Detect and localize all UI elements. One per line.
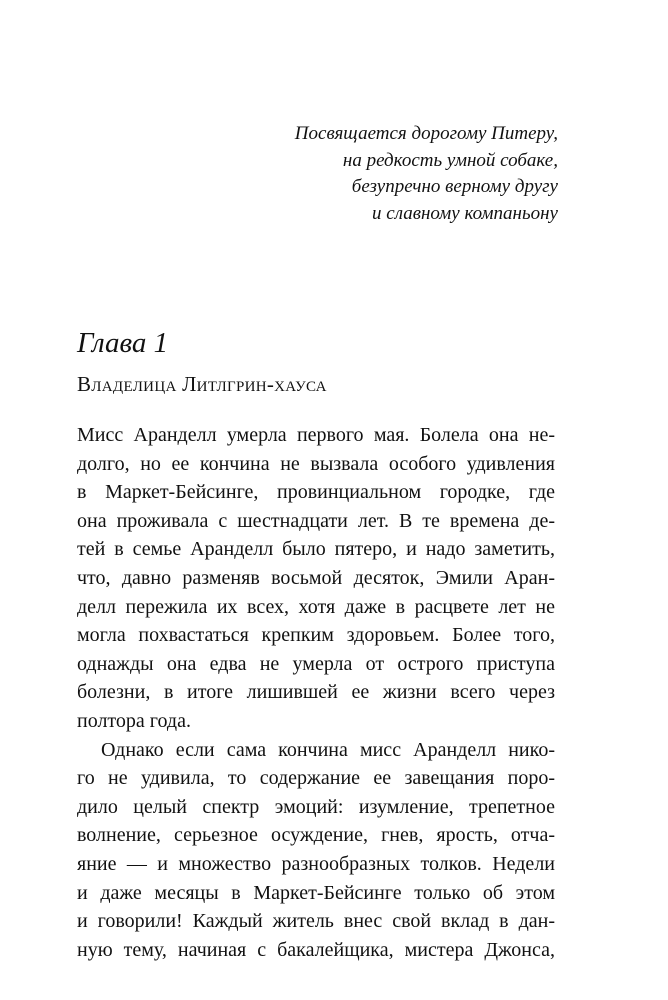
text-line: могла похвастаться крепким здоровьем. Более того, [77, 624, 555, 647]
chapter-title: Глава 1 [77, 327, 169, 359]
text-line: долго, но ее кончина не вызвала особого удивления [77, 452, 555, 475]
text-line: го не удивила, то содержание ее завещания поро- [77, 767, 555, 790]
paragraph-2 [77, 736, 555, 965]
text-line: болезни, в итоге лишившей ее жизни всего через [77, 681, 555, 704]
text-line: дило целый спектр эмоций: изумление, трепетное [77, 795, 555, 818]
text-line: что, давно разменяв восьмой десяток, Эмили Аран- [77, 566, 555, 589]
text-line: полтора года. [77, 709, 191, 732]
chapter-subtitle: Владелица Литлгрин-хауса [77, 372, 327, 396]
text-line: она проживала с шестнадцати лет. В те времена де- [77, 509, 555, 532]
body-text [77, 421, 555, 964]
text-line: и говорили! Каждый житель внес свой вклад в дан- [77, 910, 555, 933]
text-line: тей в семье Аранделл было пятеро, и надо заметить, [77, 538, 555, 561]
text-line: и даже месяцы в Маркет-Бейсинге только об этом [77, 881, 555, 904]
text-line: яние — и множество разнообразных толков. Недели [77, 852, 555, 875]
text-line: в Маркет-Бейсинге, провинциальном городке, где [77, 481, 555, 504]
text-line: делл пережила их всех, хотя даже в расцвете лет не [77, 595, 555, 618]
text-line: однажды она едва не умерла от острого приступа [77, 652, 555, 675]
dedication-line: и славному компаньону [372, 202, 558, 224]
dedication-line: Посвящается дорогому Питеру, [294, 123, 558, 144]
text-line: Однако если сама кончина мисс Аранделл нико- [101, 738, 555, 761]
text-line: Мисс Аранделл умерла первого мая. Болела она не- [77, 424, 555, 446]
dedication [295, 121, 558, 227]
dedication-line: безупречно верному другу [351, 176, 558, 197]
text-line: волнение, серьезное осуждение, гнев, ярость, отча- [77, 824, 555, 847]
dedication-line: на редкость умной собаке, [342, 149, 558, 171]
paragraph-1 [77, 421, 555, 736]
text-line: ную тему, начиная с бакалейщика, мистера Джонса, [77, 938, 555, 961]
